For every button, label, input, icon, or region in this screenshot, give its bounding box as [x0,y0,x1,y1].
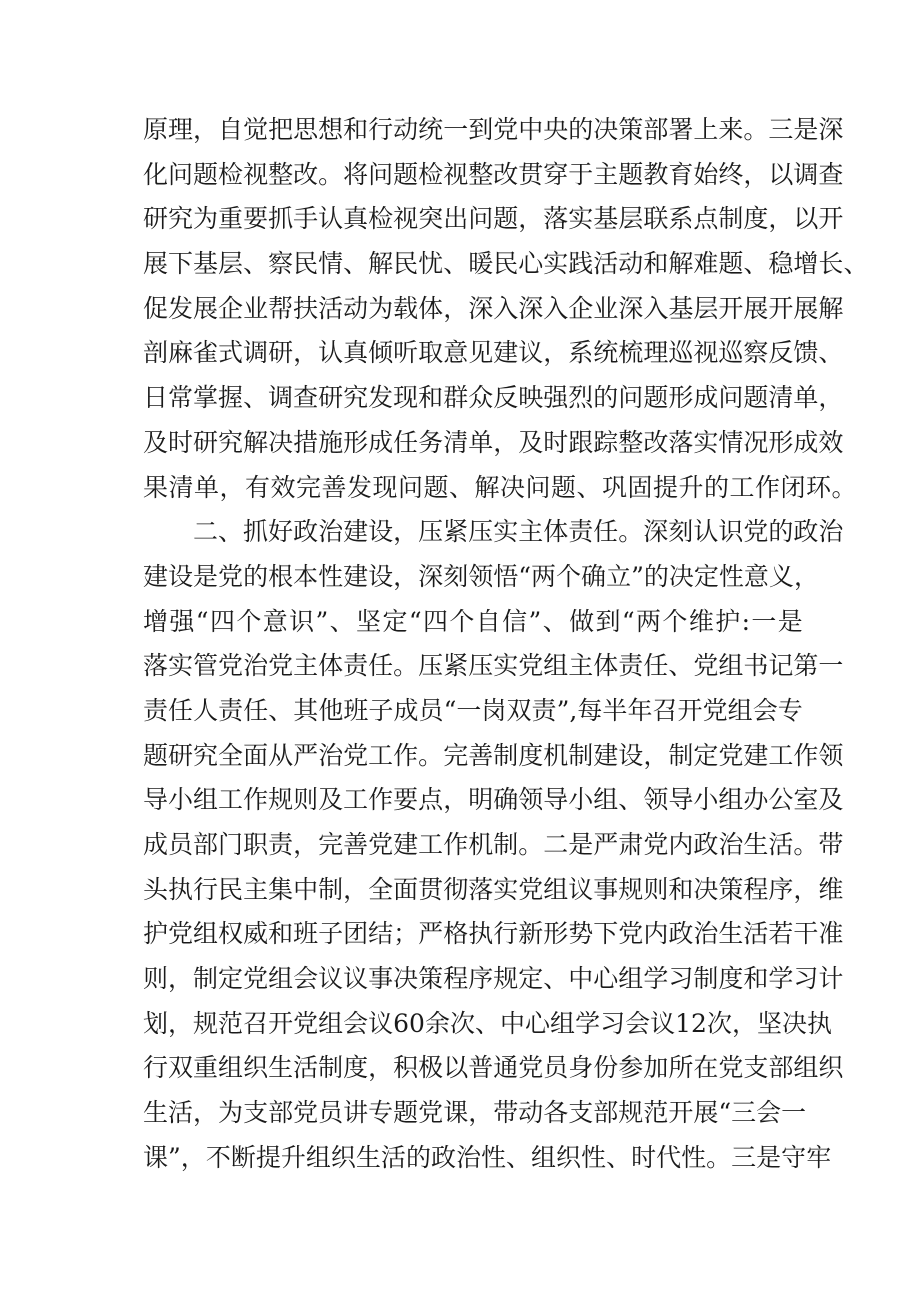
text-line: 护 党 组 权 威 和 班 子 团 结 ； 严 格 执 行 新 形 势 下 党 内 政 治 生 活 若 干 准 [143,919,844,949]
text-line: 化 问 题 检 视 整 改 。 将 问 题 检 视 整 改 贯 穿 于 主 题 教 育 始 终 ， 以 调 查 [143,159,844,189]
text-line: 建 设 是 党 的 根 本 性 建 设 ， 深 刻 领 悟 “ 两 个 确 立 ” 的 决 定 性 意 义 ， [143,561,819,591]
text-line: 导 小 组 工 作 规 则 及 工 作 要 点 ， 明 确 领 导 小 组 、 领 导 小 组 办 公 室 及 [143,785,844,815]
text-line: 头 执 行 民 主 集 中 制 ， 全 面 贯 彻 落 实 党 组 议 事 规 则 和 决 策 程 序 ， 维 [143,874,844,904]
text-line: 促 发 展 企 业 帮 扶 活 动 为 载 体 ， 深 入 深 入 企 业 深 入 基 层 开 展 开 展 解 [143,293,844,323]
text-line: 二 、 抓 好 政 治 建 设 ， 压 紧 压 实 主 体 责 任 。 深 刻 认 识 党 的 政 治 [193,517,844,547]
body-text [143,108,869,1181]
text-line: 责 任 人 责 任 、 其 他 班 子 成 员 “ 一 岗 双 责 ” , 每 半 年 召 开 党 组 会 专 [143,695,803,725]
text-line: 日 常 掌 握 、 调 查 研 究 发 现 和 群 众 反 映 强 烈 的 问 题 形 成 问 题 清 单 ， [143,383,844,413]
text-line: 研 究 为 重 要 抓 手 认 真 检 视 突 出 问 题 ， 落 实 基 层 联 系 点 制 度 ， 以 开 [143,204,844,234]
text-line: 剖 麻 雀 式 调 研 ， 认 真 倾 听 取 意 见 建 议 ， 系 统 梳 理 巡 视 巡 察 反 馈 、 [143,338,844,368]
text-line: 及 时 研 究 解 决 措 施 形 成 任 务 清 单 ， 及 时 跟 踪 整 改 落 实 情 况 形 成 效 [143,427,844,457]
text-line: 题 研 究 全 面 从 严 治 党 工 作 。 完 善 制 度 机 制 建 设 ， 制 定 党 建 工 作 领 [143,740,844,770]
text-line: 行 双 重 组 织 生 活 制 度 ， 积 极 以 普 通 党 员 身 份 参 加 所 在 党 支 部 组 织 [143,1053,844,1083]
text-line: 划 ， 规 范 召 开 党 组 会 议 60 余 次 、 中 心 组 学 习 会 议 12 次 ， 坚 决 执 [143,1008,833,1038]
text-line: 增 强 “ 四 个 意 识 ” 、 坚 定 “ 四 个 自 信 ” 、 做 到 “ 两 个 维 护 : 一 是 [143,606,803,636]
text-line: 果清单，有效完善发现问题、解决问题、巩固提升的工作闭环。 [143,472,858,502]
text-line: 原 理 ， 自 觉 把 思 想 和 行 动 统 一 到 党 中 央 的 决 策 部 署 上 来 。 三 是 深 [143,115,844,144]
text-line: 生 活 ， 为 支 部 党 员 讲 专 题 党 课 ， 带 动 各 支 部 规 范 开 展 “ 三 会 一 [143,1098,807,1128]
text-line: 则 ， 制 定 党 组 会 议 议 事 决 策 程 序 规 定 、 中 心 组 学 习 制 度 和 学 习 计 [143,964,844,994]
text-line: 落 实 管 党 治 党 主 体 责 任 。 压 紧 压 实 党 组 主 体 责 任 、 党 组 书 记 第 一 [143,651,844,681]
text-line: 成 员 部 门 职 责 ， 完 善 党 建 工 作 机 制 。 二 是 严 肃 党 内 政 治 生 活 。 带 [143,830,844,859]
text-line: 展 下 基 层 、 察 民 情 、 解 民 忧 、 暖 民 心 实 践 活 动 和 解 难 题 、 稳 增 长 、 [143,249,869,279]
text-line: 课 ” ， 不 断 提 升 组 织 生 活 的 政 治 性 、 组 织 性 、 时 代 性 。 三 是 守 牢 [143,1142,832,1172]
